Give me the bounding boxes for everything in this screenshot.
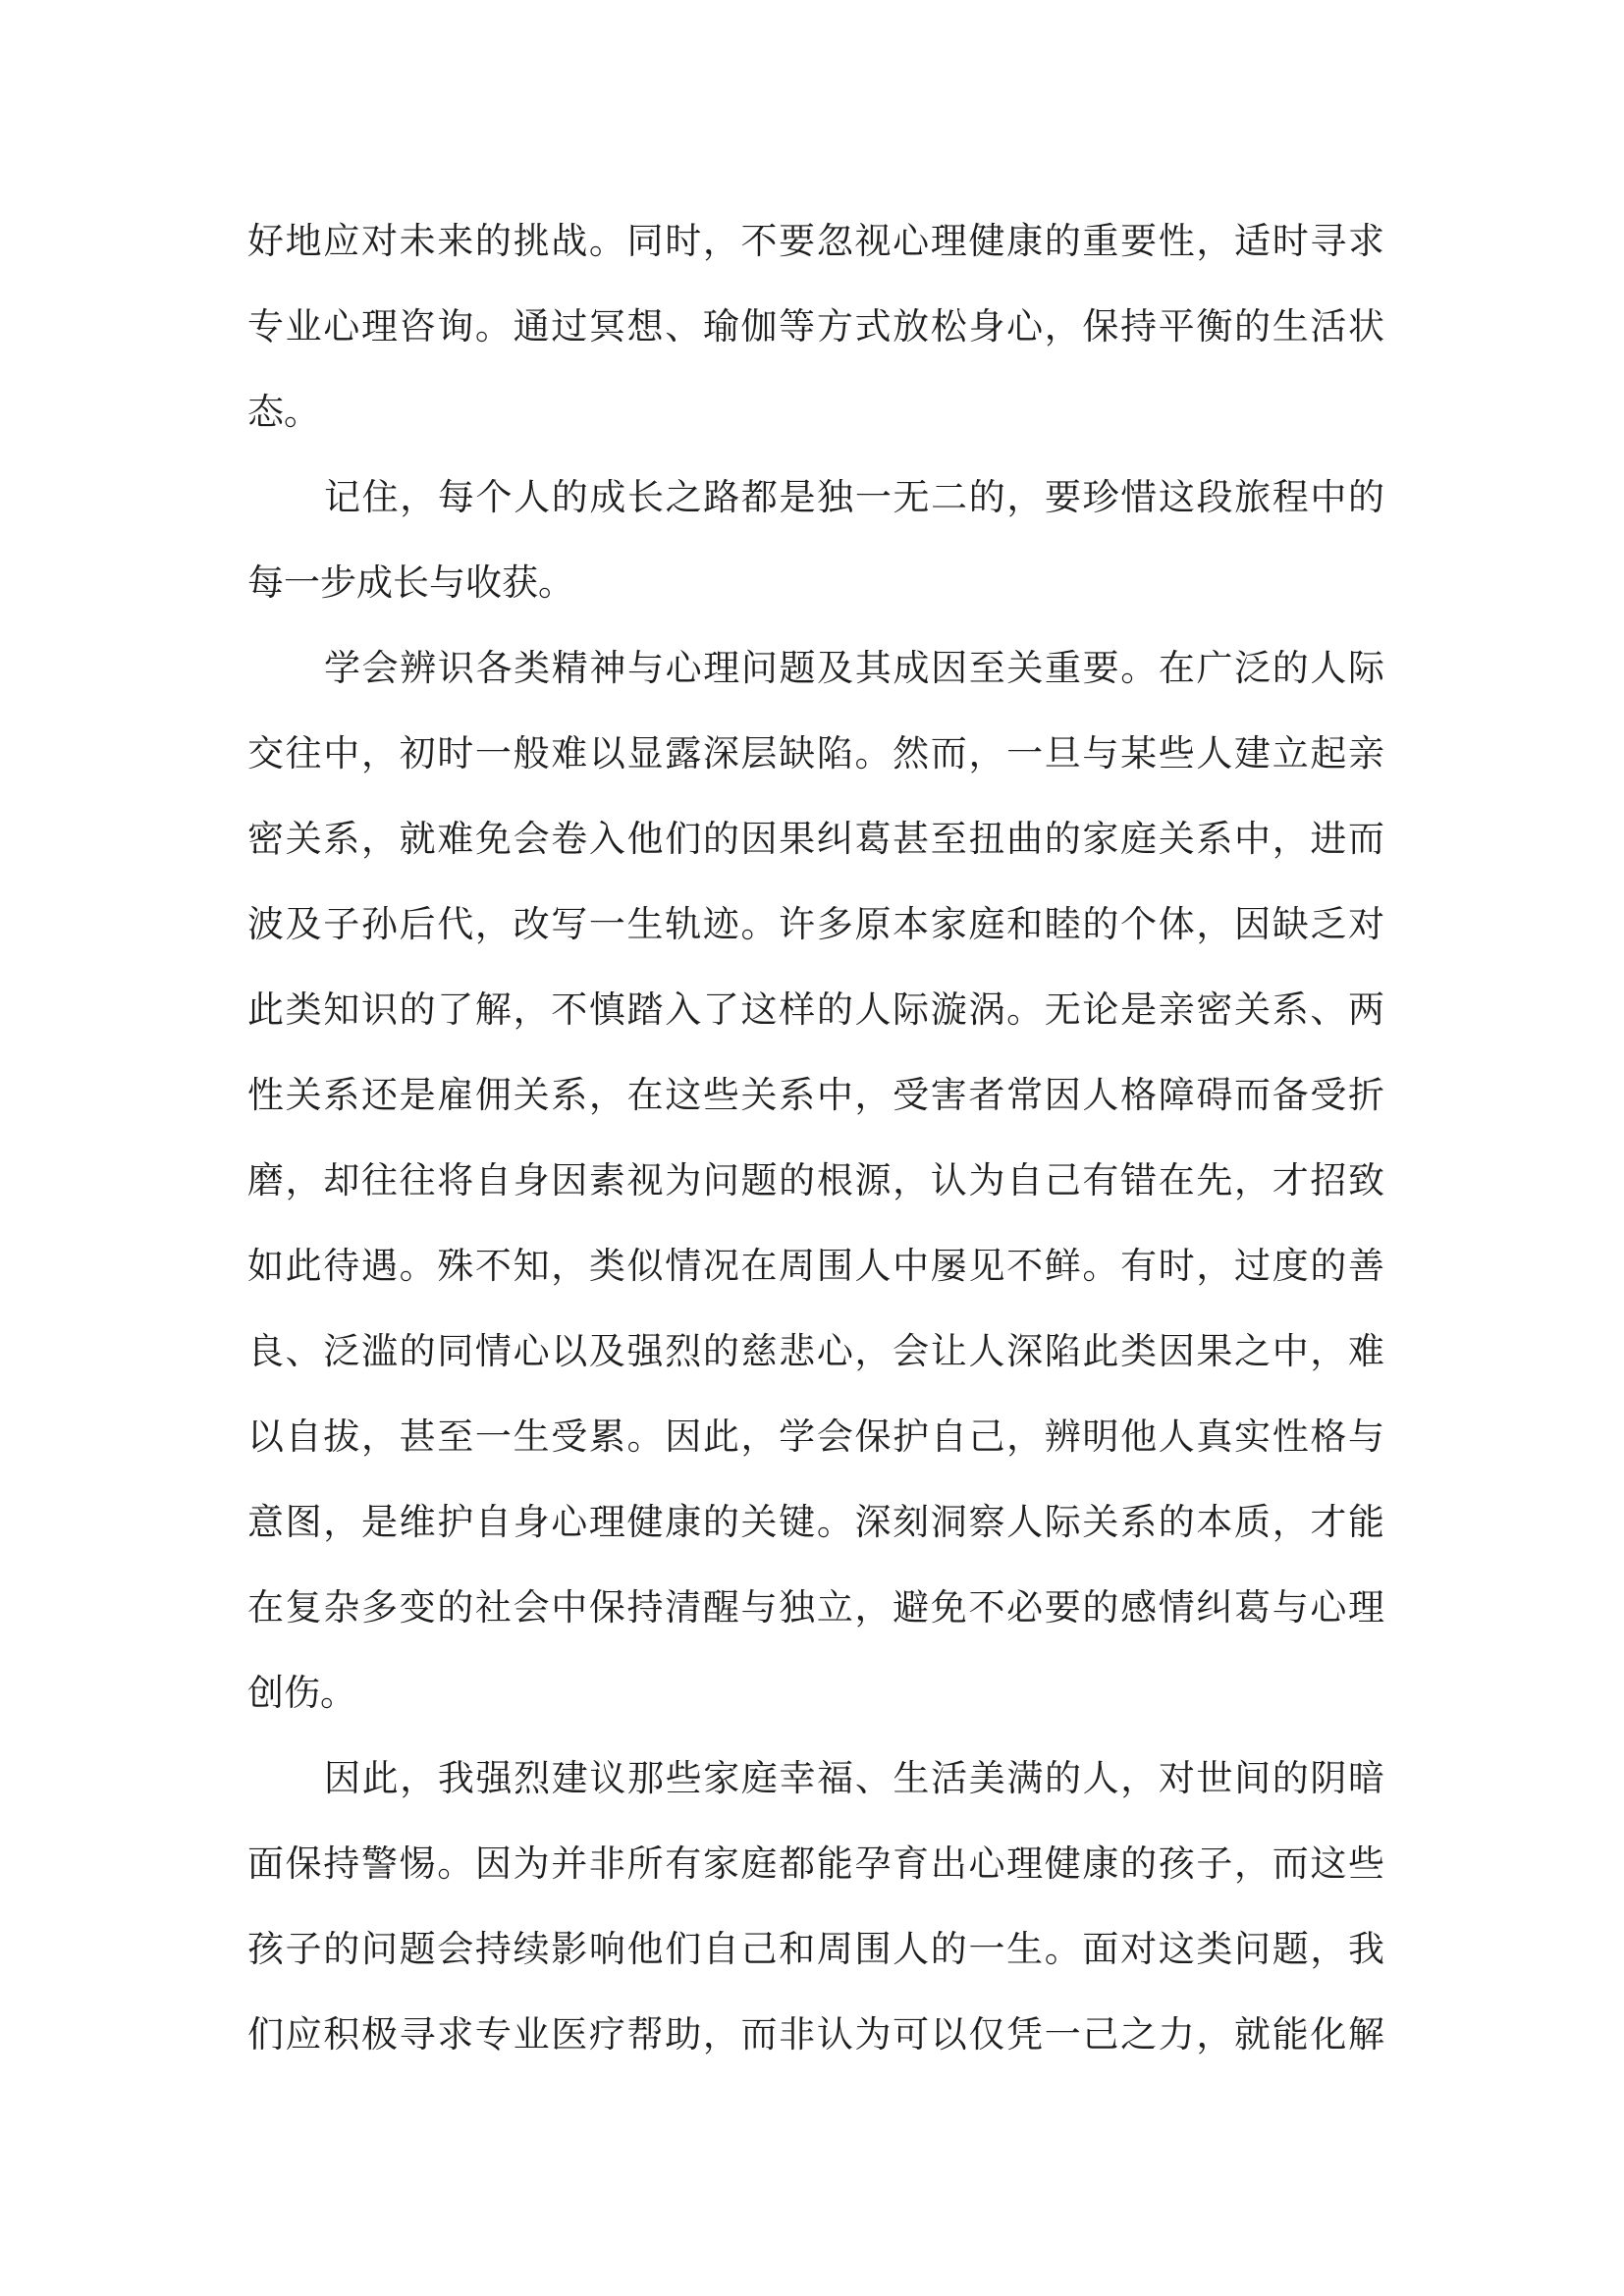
text-line: 面保持警惕。因为并非所有家庭都能孕育出心理健康的孩子，而这些 [247,1842,1384,1885]
text-line: 此类知识的了解，不慎踏入了这样的人际漩涡。无论是亲密关系、两 [247,988,1384,1031]
text-line: 好地应对未来的挑战。同时，不要忽视心理健康的重要性，适时寻求 [247,220,1384,262]
text-line: 创伤。 [247,1672,356,1714]
text-line: 良、泛滥的同情心以及强烈的慈悲心，会让人深陷此类因果之中，难 [247,1330,1384,1372]
text-line: 孩子的问题会持续影响他们自己和周围人的一生。面对这类问题，我 [247,1928,1384,1970]
text-line: 波及子孙后代，改写一生轨迹。许多原本家庭和睦的个体，因缺乏对 [247,903,1384,945]
text-line: 如此待遇。殊不知，类似情况在周围人中屡见不鲜。有时，过度的善 [247,1245,1384,1287]
paragraph [247,454,1384,625]
paragraph [247,1735,1384,2077]
text-line: 们应积极寻求专业医疗帮助，而非认为可以仅凭一己之力，就能化解 [247,2013,1384,2056]
text-line: 以自拔，甚至一生受累。因此，学会保护自己，辨明他人真实性格与 [247,1415,1384,1458]
text-line: 学会辨识各类精神与心理问题及其成因至关重要。在广泛的人际 [324,647,1384,689]
text-line: 每一步成长与收获。 [247,561,574,604]
text-line: 交往中，初时一般难以显露深层缺陷。然而，一旦与某些人建立起亲 [247,732,1384,774]
text-line: 密关系，就难免会卷入他们的因果纠葛甚至扭曲的家庭关系中，进而 [247,818,1384,860]
paragraph [247,198,1384,454]
text-line: 在复杂多变的社会中保持清醒与独立，避免不必要的感情纠葛与心理 [247,1586,1384,1629]
text-line: 专业心理咨询。通过冥想、瑜伽等方式放松身心，保持平衡的生活状 [247,305,1384,347]
text-line: 性关系还是雇佣关系，在这些关系中，受害者常因人格障碍而备受折 [247,1074,1384,1116]
text-line: 意图，是维护自身心理健康的关键。深刻洞察人际关系的本质，才能 [247,1501,1384,1543]
document-page [247,198,1384,2077]
text-line: 记住，每个人的成长之路都是独一无二的，要珍惜这段旅程中的 [324,476,1384,518]
text-line: 态。 [247,391,320,433]
text-line: 磨，却往往将自身因素视为问题的根源，认为自己有错在先，才招致 [247,1159,1384,1201]
paragraph [247,625,1384,1735]
text-line: 因此，我强烈建议那些家庭幸福、生活美满的人，对世间的阴暗 [324,1757,1384,1799]
